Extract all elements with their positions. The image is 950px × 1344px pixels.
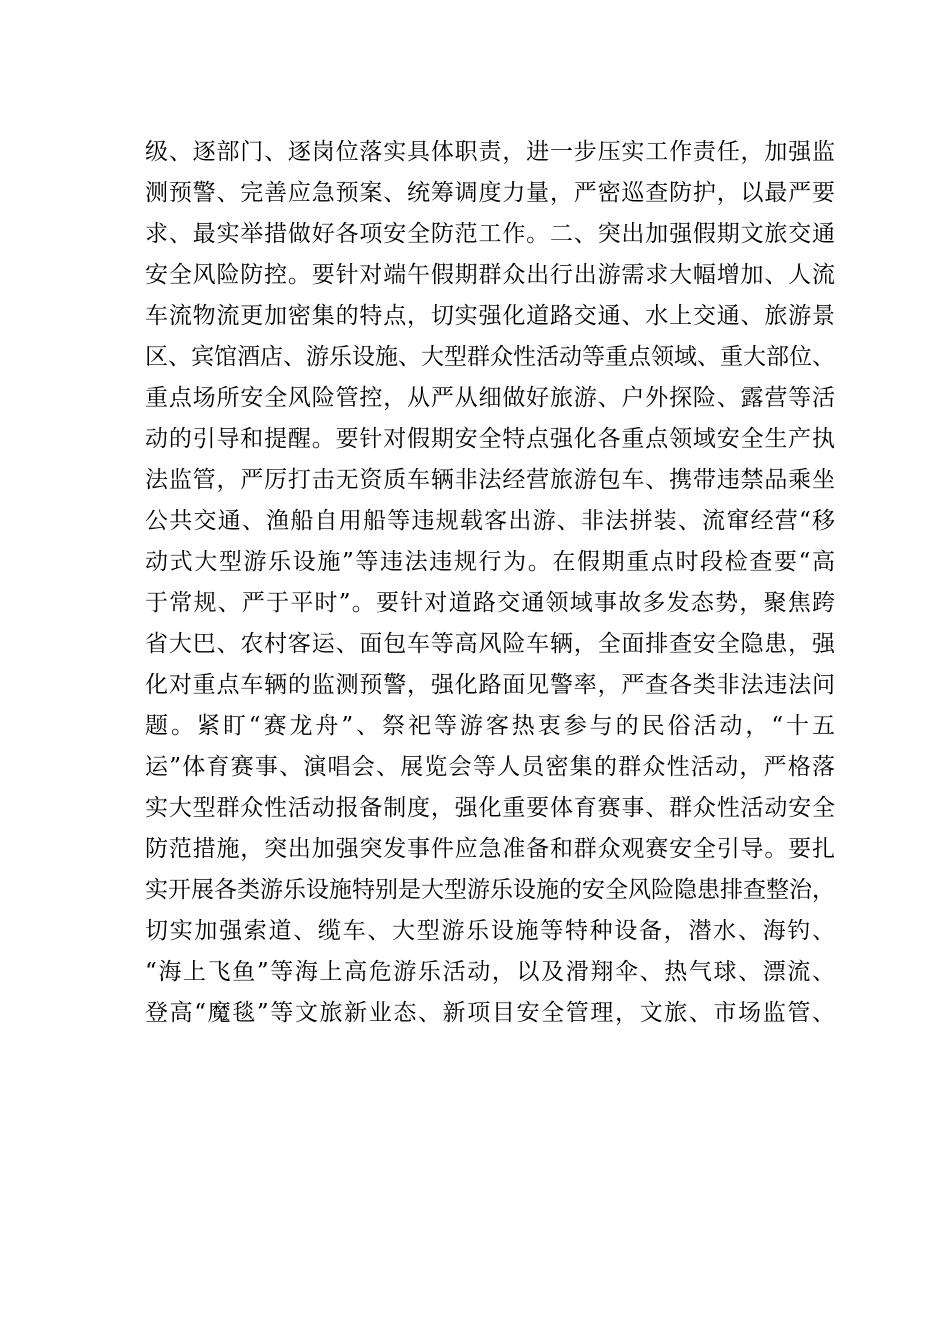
text-line: 实开展各类游乐设施特别是大型游乐设施的安全风险隐患排查整治， bbox=[145, 877, 835, 903]
text-line: “海上飞鱼”等海上高危游乐活动，以及滑翔伞、热气球、漂流、 bbox=[145, 959, 835, 985]
text-line: 重点场所安全风险管控，从严从细做好旅游、户外探险、露营等活 bbox=[145, 385, 835, 411]
text-line: 切实加强索道、缆车、大型游乐设施等特种设备，潜水、海钓、 bbox=[145, 918, 835, 944]
text-line: 动的引导和提醒。要针对假期安全特点强化各重点领域安全生产执 bbox=[145, 426, 835, 452]
text-line: 区、宾馆酒店、游乐设施、大型群众性活动等重点领域、重大部位、 bbox=[145, 344, 835, 370]
text-line: 运”体育赛事、演唱会、展览会等人员密集的群众性活动，严格落 bbox=[145, 754, 835, 780]
text-line: 测预警、完善应急预案、统筹调度力量，严密巡查防护，以最严要 bbox=[145, 180, 835, 206]
text-line: 法监管，严厉打击无资质车辆非法经营旅游包车、携带违禁品乘坐 bbox=[145, 467, 835, 493]
text-line: 题。紧盯“赛龙舟”、祭祀等游客热衷参与的民俗活动，“十五 bbox=[145, 713, 835, 739]
text-line: 公共交通、渔船自用船等违规载客出游、非法拼装、流窜经营“移 bbox=[145, 508, 835, 534]
text-line: 安全风险防控。要针对端午假期群众出行出游需求大幅增加、人流 bbox=[145, 262, 835, 288]
text-line: 化对重点车辆的监测预警，强化路面见警率，严查各类非法违法问 bbox=[145, 672, 835, 698]
text-line: 级、逐部门、逐岗位落实具体职责，进一步压实工作责任，加强监 bbox=[145, 139, 835, 165]
text-line: 实大型群众性活动报备制度，强化重要体育赛事、群众性活动安全 bbox=[145, 795, 835, 821]
body-text bbox=[145, 132, 835, 1034]
text-line: 防范措施，突出加强突发事件应急准备和群众观赛安全引导。要扎 bbox=[145, 836, 835, 862]
text-line: 车流物流更加密集的特点，切实强化道路交通、水上交通、旅游景 bbox=[145, 303, 835, 329]
text-line: 登高“魔毯”等文旅新业态、新项目安全管理，文旅、市场监管、 bbox=[145, 1000, 835, 1026]
text-line: 省大巴、农村客运、面包车等高风险车辆，全面排查安全隐患，强 bbox=[145, 631, 835, 657]
text-line: 动式大型游乐设施”等违法违规行为。在假期重点时段检查要“高 bbox=[145, 549, 835, 575]
text-line: 求、最实举措做好各项安全防范工作。二、突出加强假期文旅交通 bbox=[145, 221, 835, 247]
text-line: 于常规、严于平时”。要针对道路交通领域事故多发态势，聚焦跨 bbox=[145, 590, 835, 616]
